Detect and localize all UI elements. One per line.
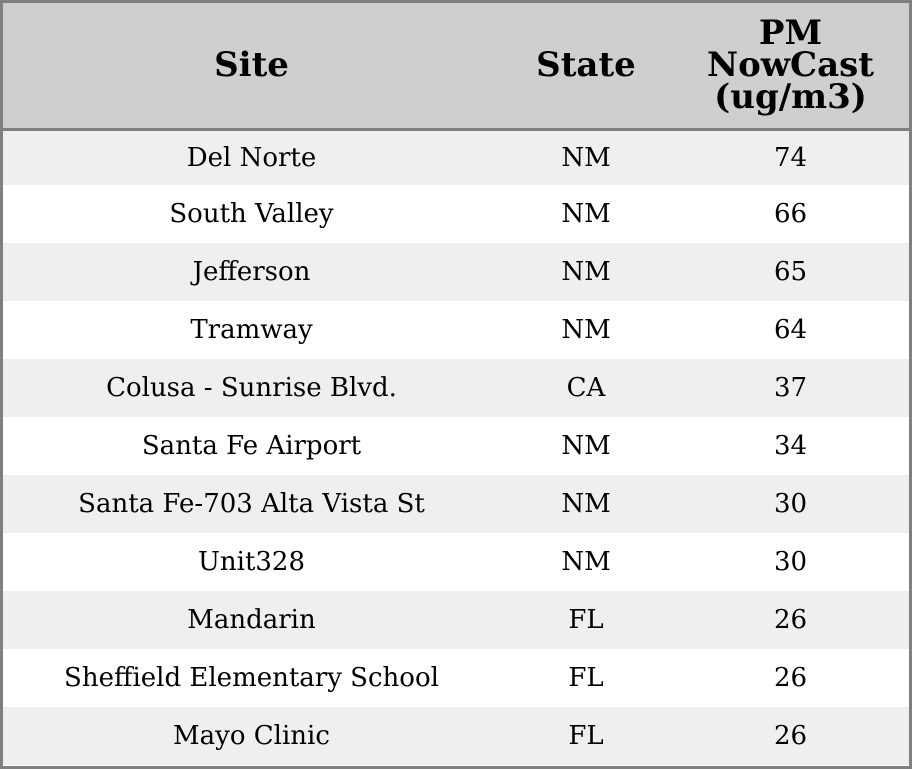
pm-header-line-1: PM [758,13,823,54]
column-header-state: State [500,3,672,129]
cell-site: Colusa - Sunrise Blvd. [106,373,397,403]
table-row [3,475,909,533]
table-header [3,3,909,129]
cell-pm-nowcast: 34 [773,431,808,461]
cell-site: Jefferson [192,257,311,287]
cell-state: CA [566,373,606,403]
table-row [3,359,909,417]
cell-state: NM [561,257,611,287]
cell-site: Del Norte [186,142,317,173]
cell-pm-nowcast: 37 [773,373,808,403]
pm-header-line-2: NowCast [707,45,874,86]
table-row [3,129,909,185]
table-row [3,417,909,475]
cell-site: South Valley [169,199,334,229]
cell-pm-nowcast: 26 [773,605,808,635]
cell-state: NM [561,315,611,345]
pm-nowcast-table [3,3,909,765]
cell-pm-nowcast: 74 [773,142,808,173]
table-row [3,243,909,301]
cell-site: Santa Fe Airport [141,431,362,461]
column-header-site: Site [3,3,500,129]
cell-state: FL [568,721,604,751]
cell-state: NM [561,142,611,173]
table-row [3,649,909,707]
table-body [3,129,909,765]
cell-pm-nowcast: 65 [773,257,808,287]
header-row [3,3,909,129]
table-row [3,185,909,243]
cell-site: Sheffield Elementary School [64,663,439,693]
cell-pm-nowcast: 30 [773,547,808,577]
cell-state: NM [561,199,611,229]
table-row [3,301,909,359]
table-row [3,591,909,649]
cell-pm-nowcast: 26 [773,721,808,751]
cell-state: NM [561,547,611,577]
table-row [3,533,909,591]
cell-state: NM [561,489,611,519]
cell-pm-nowcast: 66 [773,199,808,229]
cell-state: NM [561,431,611,461]
pm-header-line-3: (ug/m3) [714,77,867,118]
cell-state: FL [568,663,604,693]
cell-state: FL [568,605,604,635]
cell-pm-nowcast: 64 [773,315,808,345]
cell-site: Mandarin [187,605,316,635]
cell-site: Unit328 [197,547,306,577]
column-header-pm-nowcast [672,3,909,129]
cell-site: Mayo Clinic [173,721,330,751]
cell-pm-nowcast: 26 [773,663,808,693]
cell-site: Santa Fe-703 Alta Vista St [78,489,425,519]
cell-pm-nowcast: 30 [773,489,808,519]
table-row [3,707,909,765]
cell-site: Tramway [190,315,313,345]
